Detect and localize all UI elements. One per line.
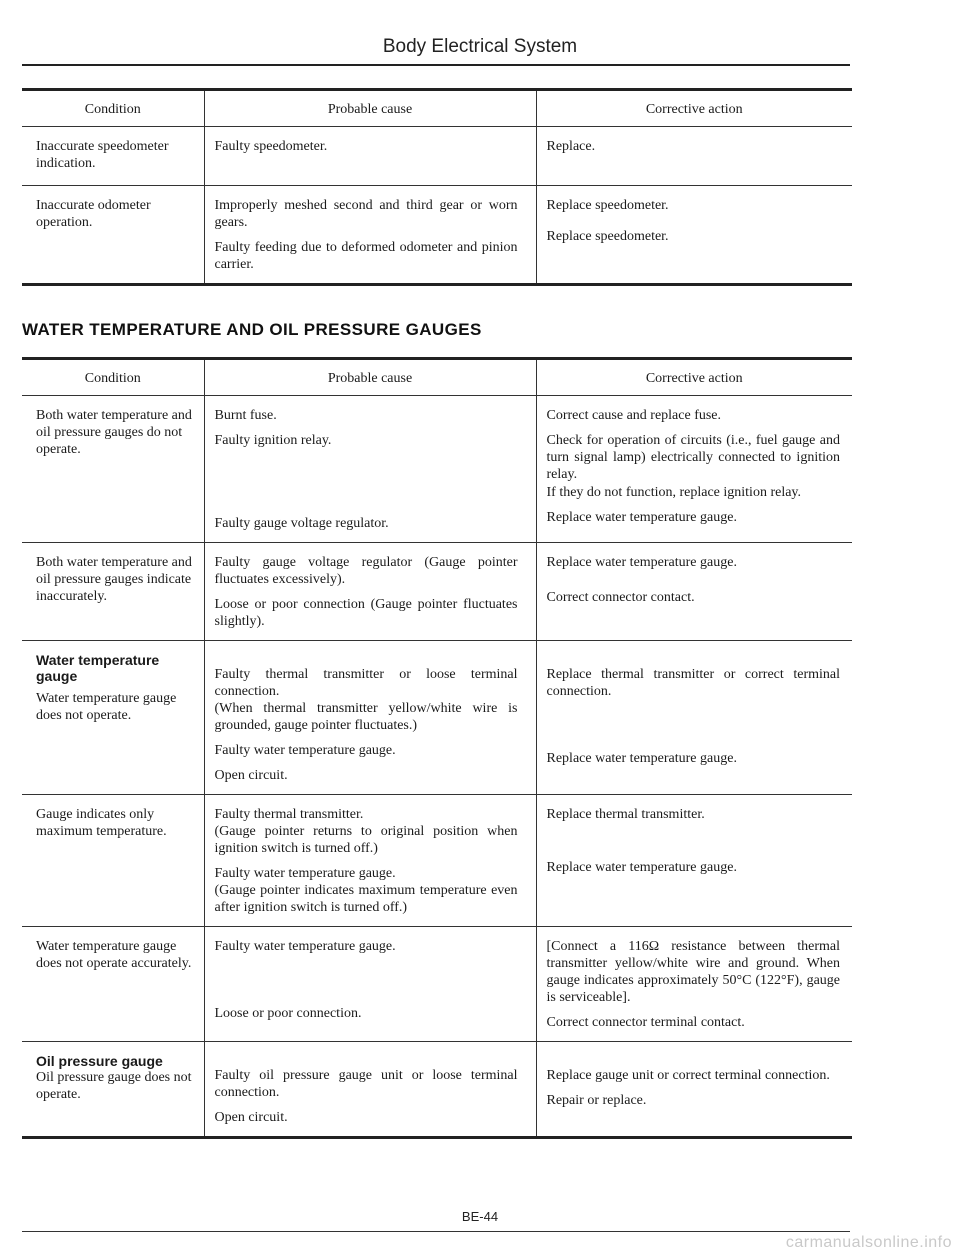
action-text: If they do not function, replace ignition relay.: [546, 485, 802, 500]
action-text: Check for operation of circuits (i.e., fuel gauge and turn signal lamp) electrically connected to ignition relay.: [546, 433, 840, 482]
cause-text: Faulty speedometer.: [214, 139, 328, 154]
speedometer-troubleshooting-table: [22, 88, 852, 286]
watermark-text: carmanualsonline.info: [785, 1234, 952, 1251]
column-header-probable-cause: Probable cause: [204, 359, 536, 396]
action-text: Repair or replace.: [546, 1093, 647, 1108]
condition-text: Water temperature gauge does not operate.: [36, 691, 177, 723]
cause-text: Loose or poor connection (Gauge pointer fluctuates slightly).: [214, 597, 518, 629]
action-text: Replace speedometer.: [546, 229, 669, 244]
action-text: Replace water temperature gauge.: [546, 555, 737, 570]
condition-text: Both water temperature and oil pressure gauges do not operate.: [36, 408, 192, 457]
condition-text: Inaccurate speedometer indication.: [36, 139, 169, 171]
table-row: [22, 795, 852, 927]
table-row: [22, 1042, 852, 1138]
cause-text: Faulty gauge voltage regulator.: [214, 516, 389, 531]
page-number: BE-44: [461, 1209, 499, 1224]
table-row: [22, 186, 852, 285]
column-header-probable-cause: Probable cause: [204, 90, 536, 127]
condition-text: Oil pressure gauge does not operate.: [36, 1070, 192, 1102]
cause-text: Faulty water temperature gauge.: [214, 866, 396, 881]
subheading-water-temperature-gauge: Water temperature gauge: [36, 652, 160, 684]
section-title: WATER TEMPERATURE AND OIL PRESSURE GAUGES: [22, 320, 482, 339]
table-header-row: [22, 90, 852, 127]
gauges-troubleshooting-table: [22, 357, 852, 1139]
table-header-row: [22, 359, 852, 396]
action-text: Replace thermal transmitter.: [546, 807, 705, 822]
cause-text: Open circuit.: [214, 768, 288, 783]
action-text: Replace water temperature gauge.: [546, 751, 737, 766]
action-text: [Connect a 116Ω resistance between thermal transmitter yellow/white wire and ground. When gauge indicates approximately 50°C (122°F), gauge is serviceable].: [546, 939, 840, 1005]
cause-text: Open circuit.: [214, 1110, 288, 1125]
cause-text: Faulty feeding due to deformed odometer and pinion carrier.: [214, 240, 518, 272]
condition-text: Gauge indicates only maximum temperature.: [36, 807, 167, 839]
column-header-corrective-action: Corrective action: [536, 90, 852, 127]
column-header-condition: Condition: [22, 90, 204, 127]
action-text: Replace.: [546, 139, 596, 154]
header-rule: [22, 64, 850, 66]
cause-text: Burnt fuse.: [214, 408, 277, 423]
cause-text: Faulty water temperature gauge.: [214, 743, 396, 758]
cause-text: (Gauge pointer returns to original position when ignition switch is turned off.): [214, 824, 518, 856]
cause-text: Faulty water temperature gauge.: [214, 939, 396, 954]
action-text: Correct cause and replace fuse.: [546, 408, 722, 423]
cause-text: Faulty thermal transmitter or loose terminal connection.: [214, 667, 518, 699]
cause-text: Loose or poor connection.: [214, 1006, 362, 1021]
action-text: Replace speedometer.: [546, 198, 669, 213]
action-text: Correct connector terminal contact.: [546, 1015, 745, 1030]
cause-text: Faulty oil pressure gauge unit or loose terminal connection.: [214, 1068, 518, 1100]
cause-text: Faulty gauge voltage regulator (Gauge pointer fluctuates excessively).: [214, 555, 518, 587]
action-text: Correct connector contact.: [546, 590, 695, 605]
page-header-title: Body Electrical System: [382, 36, 578, 57]
condition-text: Water temperature gauge does not operate accurately.: [36, 939, 192, 971]
cause-text: Improperly meshed second and third gear or worn gears.: [214, 198, 518, 230]
table-row: [22, 543, 852, 641]
cause-text: (Gauge pointer indicates maximum temperature even after ignition switch is turned off.): [214, 883, 518, 915]
action-text: Replace water temperature gauge.: [546, 860, 737, 875]
table-row: [22, 927, 852, 1042]
cause-text: Faulty ignition relay.: [214, 433, 332, 448]
column-header-condition: Condition: [22, 359, 204, 396]
subheading-oil-pressure-gauge: Oil pressure gauge: [36, 1053, 163, 1069]
table-row: [22, 396, 852, 543]
table-row: [22, 641, 852, 795]
column-header-corrective-action: Corrective action: [536, 359, 852, 396]
condition-text: Both water temperature and oil pressure gauges indicate inaccurately.: [36, 555, 192, 604]
action-text: Replace gauge unit or correct terminal connection.: [546, 1068, 830, 1083]
action-text: Replace thermal transmitter or correct terminal connection.: [546, 667, 840, 699]
action-text: Replace water temperature gauge.: [546, 510, 737, 525]
footer-rule: [22, 1231, 850, 1232]
table-row: [22, 127, 852, 186]
condition-text: Inaccurate odometer operation.: [36, 198, 151, 230]
cause-text: (When thermal transmitter yellow/white wire is grounded, gauge pointer fluctuates.): [214, 701, 518, 733]
cause-text: Faulty thermal transmitter.: [214, 807, 364, 822]
